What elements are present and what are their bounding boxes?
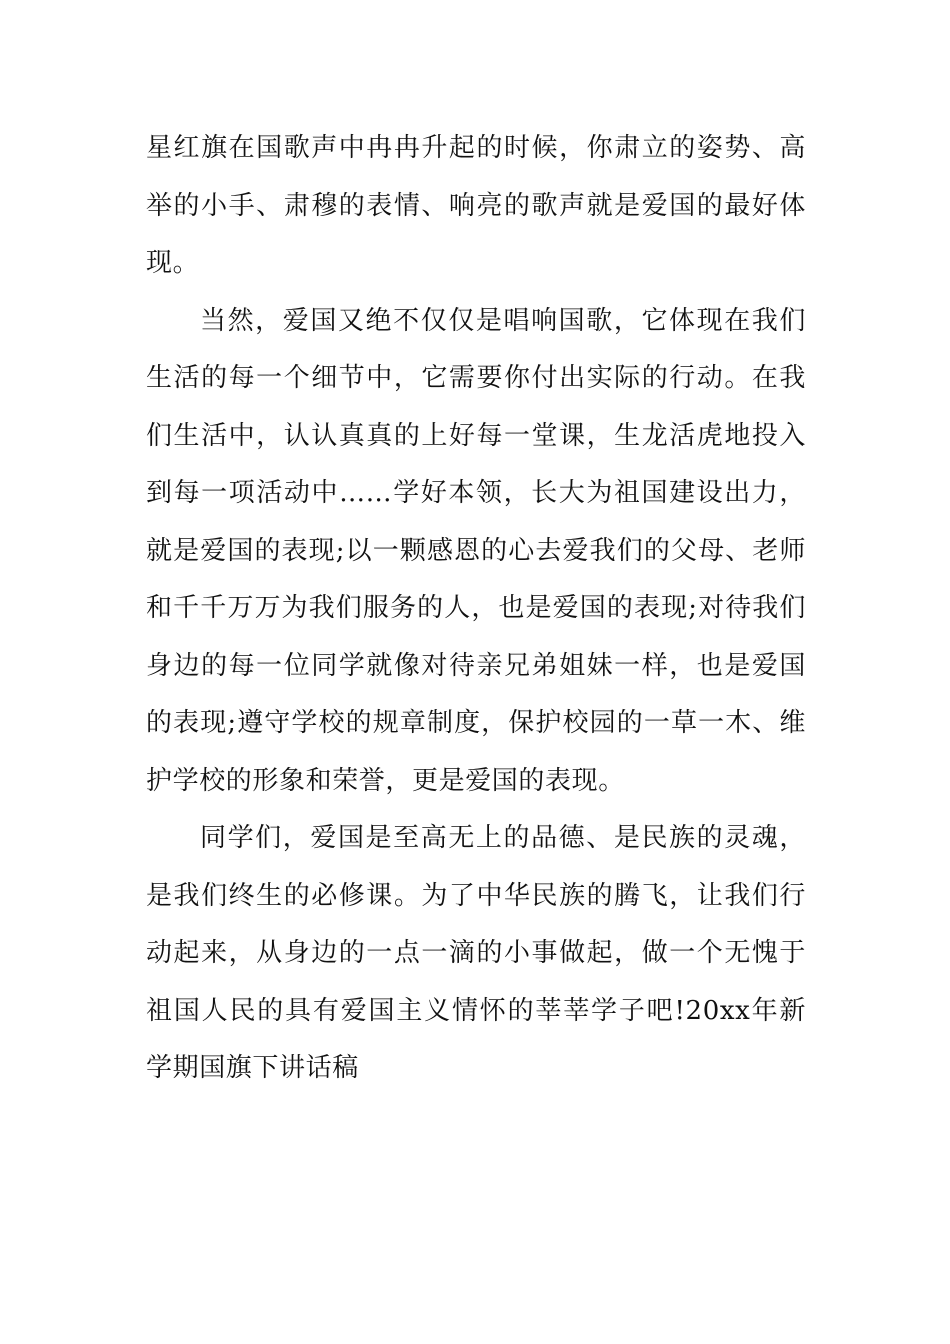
document-body bbox=[146, 120, 806, 1098]
paragraph-2: 当然，爱国又绝不仅仅是唱响国歌，它体现在我们生活的每一个细节中，它需要你付出实际的行动。在我们生活中，认认真真的上好每一堂课，生龙活虎地投入到每一项活动中……学好本领，长大为祖国建设出力，就是爱国的表现;以一颗感恩的心去爱我们的父母、老师和千千万万为我们服务的人，也是爱国的表现;对待我们身边的每一位同学就像对待亲兄弟姐妹一样，也是爱国的表现;遵守学校的规章制度，保护校园的一草一木、维护学校的形象和荣誉，更是爱国的表现。 bbox=[146, 305, 806, 796]
paragraph-1: 星红旗在国歌声中冉冉升起的时候，你肃立的姿势、高举的小手、肃穆的表情、响亮的歌声就是爱国的最好体现。 bbox=[146, 133, 806, 278]
paragraph-3: 同学们，爱国是至高无上的品德、是民族的灵魂，是我们终生的必修课。为了中华民族的腾飞，让我们行动起来，从身边的一点一滴的小事做起，做一个无愧于祖国人民的具有爱国主义情怀的莘莘学子吧!20xx年新学期国旗下讲话稿 bbox=[146, 823, 806, 1083]
